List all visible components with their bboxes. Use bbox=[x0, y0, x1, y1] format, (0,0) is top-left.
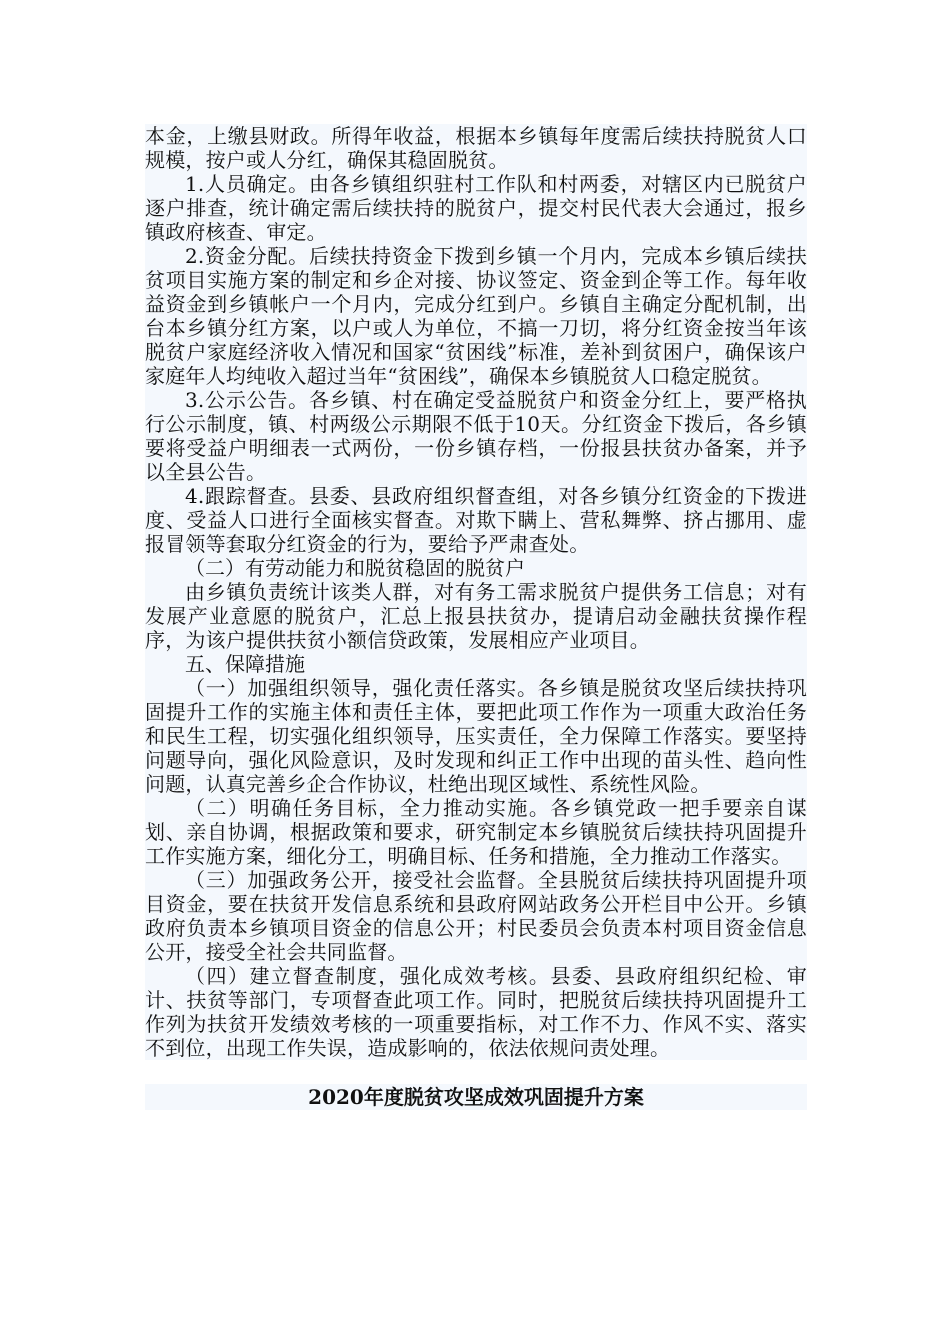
paragraph-tracking-supervision: 4.跟踪督查。县委、县政府组织督查组，对各乡镇分红资金的下拨进度、受益人口进行全面核实督查。对欺下瞒上、营私舞弊、挤占挪用、虚报冒领等套取分红资金的行为，要给予严肃查处。 bbox=[145, 484, 807, 556]
paragraph-safeguard-2: （二）明确任务目标，全力推动实施。各乡镇党政一把手要亲自谋划、亲自协调，根据政策和要求，研究制定本乡镇脱贫后续扶持巩固提升工作实施方案，细化分工，明确目标、任务和措施，全力推动工作落实。 bbox=[145, 796, 807, 868]
paragraph-public-notice: 3.公示公告。各乡镇、村在确定受益脱贫户和资金分红上，要严格执行公示制度，镇、村两级公示期限不低于10天。分红资金下拨后，各乡镇要将受益户明细表一式两份，一份乡镇存档，一份报县扶贫办备案，并予以全县公告。 bbox=[145, 388, 807, 484]
paragraph-safeguard-3: （三）加强政务公开，接受社会监督。全县脱贫后续扶持巩固提升项目资金，要在扶贫开发信息系统和县政府网站政务公开栏目中公开。乡镇政府负责本乡镇项目资金的信息公开；村民委员会负责本村项目资金信息公开，接受全社会共同监督。 bbox=[145, 868, 807, 964]
subheading-able-bodied: （二）有劳动能力和脱贫稳固的脱贫户 bbox=[145, 556, 807, 580]
section-gap bbox=[145, 1060, 807, 1084]
paragraph-able-bodied: 由乡镇负责统计该类人群，对有务工需求脱贫户提供务工信息；对有发展产业意愿的脱贫户，汇总上报县扶贫办，提请启动金融扶贫操作程序，为该户提供扶贫小额信贷政策，发展相应产业项目。 bbox=[145, 580, 807, 652]
document-page bbox=[145, 124, 807, 1110]
paragraph-personnel: 1.人员确定。由各乡镇组织驻村工作队和村两委，对辖区内已脱贫户逐户排查，统计确定需后续扶持的脱贫户，提交村民代表大会通过，报乡镇政府核查、审定。 bbox=[145, 172, 807, 244]
next-document-title: 2020年度脱贫攻坚成效巩固提升方案 bbox=[145, 1084, 807, 1110]
paragraph-safeguard-4: （四）建立督查制度，强化成效考核。县委、县政府组织纪检、审计、扶贫等部门，专项督查此项工作。同时，把脱贫后续扶持巩固提升工作列为扶贫开发绩效考核的一项重要指标，对工作不力、作风不实、落实不到位，出现工作失误，造成影响的，依法依规问责处理。 bbox=[145, 964, 807, 1060]
section-heading-safeguards: 五、保障措施 bbox=[145, 652, 807, 676]
paragraph-safeguard-1: （一）加强组织领导，强化责任落实。各乡镇是脱贫攻坚后续扶持巩固提升工作的实施主体和责任主体，要把此项工作作为一项重大政治任务和民生工程，切实强化组织领导，压实责任，全力保障工作落实。要坚持问题导向，强化风险意识，及时发现和纠正工作中出现的苗头性、趋向性问题，认真完善乡企合作协议，杜绝出现区域性、系统性风险。 bbox=[145, 676, 807, 796]
paragraph-funds-allocation: 2.资金分配。后续扶持资金下拨到乡镇一个月内，完成本乡镇后续扶贫项目实施方案的制定和乡企对接、协议签定、资金到企等工作。每年收益资金到乡镇帐户一个月内，完成分红到户。乡镇自主确定分配机制，出台本乡镇分红方案，以户或人为单位，不搞一刀切，将分红资金按当年该脱贫户家庭经济收入情况和国家“贫困线”标准，差补到贫困户，确保该户家庭年人均纯收入超过当年“贫困线”，确保本乡镇脱贫人口稳定脱贫。 bbox=[145, 244, 807, 388]
paragraph-continuation: 本金，上缴县财政。所得年收益，根据本乡镇每年度需后续扶持脱贫人口规模，按户或人分红，确保其稳固脱贫。 bbox=[145, 124, 807, 172]
